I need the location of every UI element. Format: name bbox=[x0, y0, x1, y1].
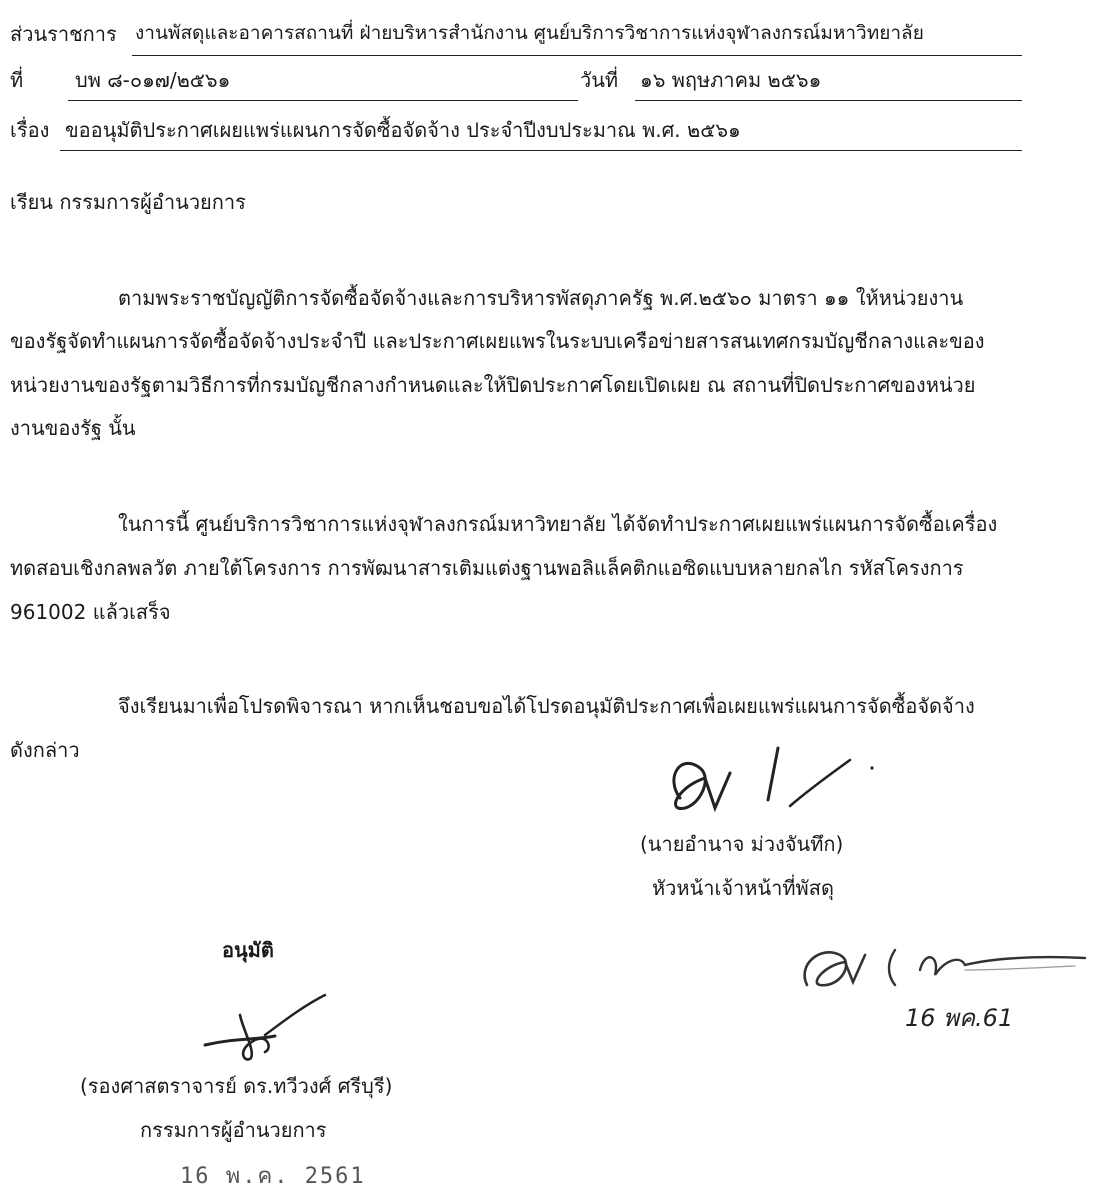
subject-underline bbox=[60, 150, 1022, 151]
approval-label: อนุมัติ bbox=[222, 938, 274, 962]
body-p3-line2: ดังกล่าว bbox=[10, 738, 80, 762]
subject-label: เรื่อง bbox=[10, 118, 50, 142]
date-underline bbox=[635, 100, 1022, 101]
body-p2-line3: 961002 แล้วเสร็จ bbox=[10, 600, 171, 624]
ref-label: ที่ bbox=[10, 68, 24, 92]
ref-underline bbox=[68, 100, 578, 101]
body-p1-line2: ของรัฐจัดทำแผนการจัดซื้อจัดจ้างประจำปี และประกาศเผยแพรในระบบเครือข่ายสารสนเทศกรมบัญชีกลางและของ bbox=[10, 329, 985, 353]
date-label: วันที่ bbox=[580, 68, 619, 92]
salutation: เรียน กรรมการผู้อำนวยการ bbox=[10, 190, 246, 214]
body-p2-line1: ในการนี้ ศูนย์บริการวิชาการแห่งจุฬาลงกรณ์มหาวิทยาลัย ได้จัดทำประกาศเผยแพร่แผนการจัดซื้อเครื่อง bbox=[118, 512, 998, 536]
agency-underline bbox=[132, 55, 1022, 56]
subject-value: ขออนุมัติประกาศเผยแพร่แผนการจัดซื้อจัดจ้าง ประจำปีงบประมาณ พ.ศ. ๒๕๖๑ bbox=[65, 118, 741, 142]
agency-value: งานพัสดุและอาคารสถานที่ ฝ่ายบริหารสำนักงาน ศูนย์บริการวิชาการแห่งจุฬาลงกรณ์มหาวิทยาลัย bbox=[135, 22, 924, 44]
date-value: ๑๖ พฤษภาคม ๒๕๖๑ bbox=[640, 68, 822, 92]
handwritten-date: 16 พค.61 bbox=[905, 1004, 1014, 1032]
approver-signature bbox=[195, 990, 345, 1070]
signer-name: (นายอำนาจ ม่วงจันทึก) bbox=[640, 832, 844, 856]
signer-signature bbox=[660, 738, 890, 828]
body-p1-line3: หน่วยงานของรัฐตามวิธีการที่กรมบัญชีกลางกำหนดและให้ปิดประกาศโดยเปิดเผย ณ สถานที่ปิดประกาศของหน่วย bbox=[10, 373, 976, 397]
body-p1-line1: ตามพระราชบัญญัติการจัดซื้อจัดจ้างและการบริหารพัสดุภาครัฐ พ.ศ.๒๕๖๐ มาตรา ๑๑ ให้หน่วยงาน bbox=[118, 286, 964, 310]
agency-label: ส่วนราชการ bbox=[10, 22, 117, 46]
signer-position: หัวหน้าเจ้าหน้าที่พัสดุ bbox=[652, 876, 834, 900]
ref-value: บพ ๘-๐๑๗/๒๕๖๑ bbox=[75, 68, 231, 92]
body-p1-line4: งานของรัฐ นั้น bbox=[10, 416, 136, 440]
approver-name: (รองศาสตราจารย์ ดร.ทวีวงศ์ ศรีบุรี) bbox=[80, 1074, 393, 1098]
date-stamp: 16 พ.ค. 2561 bbox=[180, 1164, 366, 1189]
body-p3-line1: จึงเรียนมาเพื่อโปรดพิจารณา หากเห็นชอบขอได้โปรดอนุมัติประกาศเพื่อเผยแพร่แผนการจัดซื้อจัดจ้าง bbox=[118, 694, 975, 718]
body-p2-line2: ทดสอบเชิงกลพลวัต ภายใต้โครงการ การพัฒนาสารเติมแต่งฐานพอลิแล็คติกแอซิดแบบหลายกลไก รหัสโครงการ bbox=[10, 556, 964, 580]
approver-position: กรรมการผู้อำนวยการ bbox=[140, 1118, 327, 1142]
